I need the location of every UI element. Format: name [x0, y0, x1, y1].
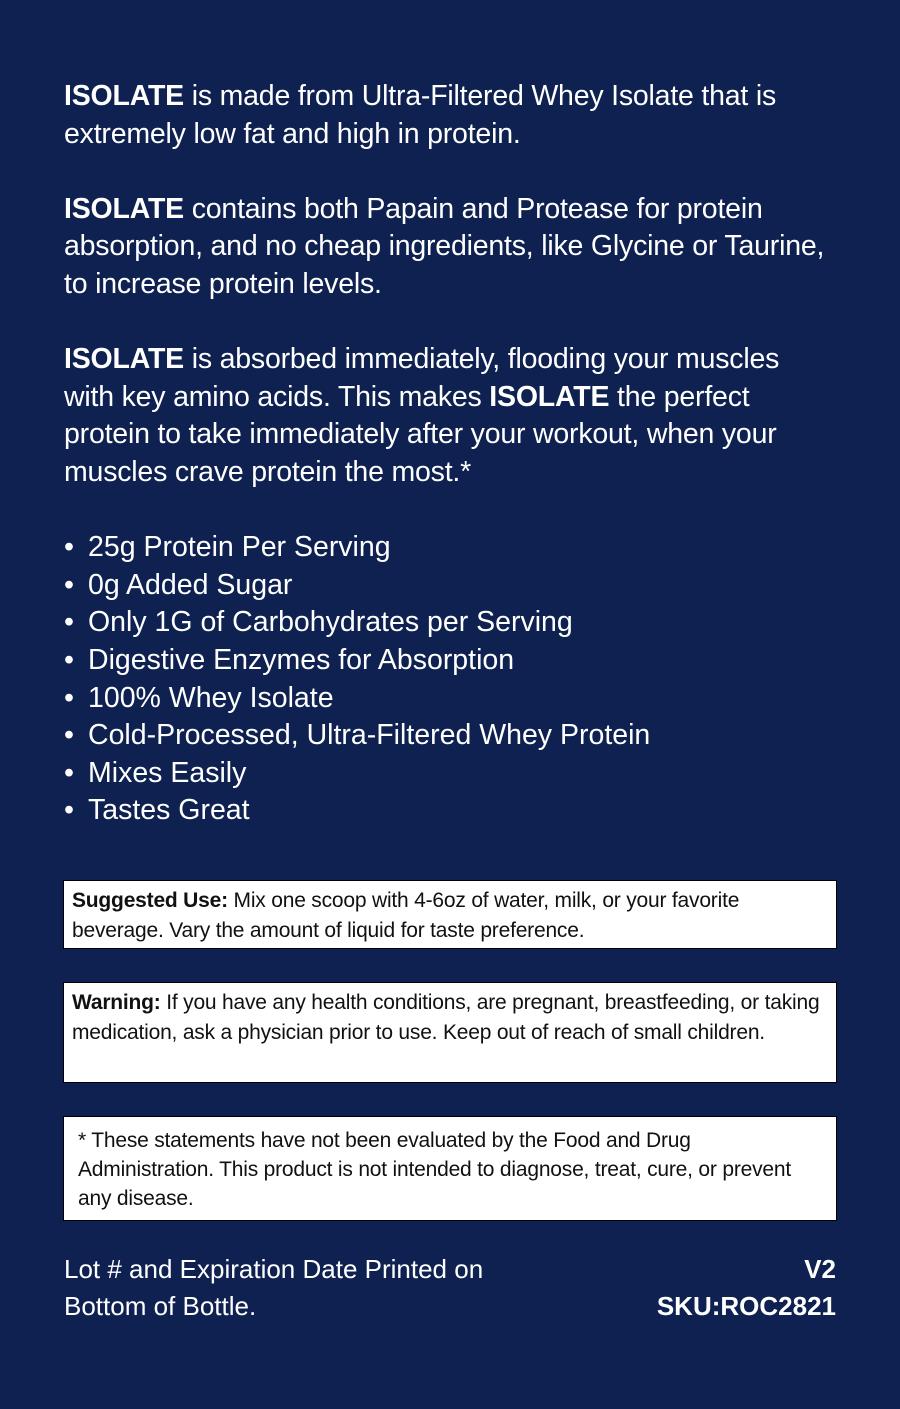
feature-text: 0g Added Sugar: [88, 568, 293, 601]
list-item: [64, 604, 836, 642]
list-item: [64, 567, 836, 605]
feature-text: Mixes Easily: [88, 756, 247, 789]
feature-text: Digestive Enzymes for Absorption: [88, 643, 515, 676]
feature-text: Cold-Processed, Ultra-Filtered Whey Protein: [88, 719, 651, 752]
version-label: V2: [804, 1254, 836, 1284]
lot-note-line-1: Lot # and Expiration Date Printed on: [64, 1254, 484, 1284]
description-paragraph-3: [64, 341, 836, 491]
warning-label: Warning:: [72, 991, 161, 1014]
description-paragraph-1: [64, 78, 836, 153]
list-item: [64, 529, 836, 567]
feature-text: 100% Whey Isolate: [88, 681, 334, 714]
bullet-icon: •: [64, 719, 74, 752]
sku-label: SKU:ROC2821: [656, 1291, 836, 1321]
lot-expiration-note: [64, 1251, 534, 1325]
paragraph-text: contains both Papain and Protease for protein absorption, and no cheap ingredients, like Glycine or Taurine, to increase protein levels.: [64, 192, 825, 300]
disclaimer-text: * These statements have not been evaluated by the Food and Drug Administration. This product is not intended to diagnose, treat, cure, or prevent any disease.: [78, 1129, 791, 1210]
feature-list: [64, 529, 836, 830]
bullet-icon: •: [64, 681, 74, 714]
bullet-icon: •: [64, 756, 74, 789]
product-name-bold: ISOLATE: [489, 380, 610, 413]
bullet-icon: •: [64, 568, 74, 601]
feature-text: Tastes Great: [88, 794, 250, 827]
list-item: [64, 680, 836, 718]
product-name-bold: ISOLATE: [64, 343, 184, 376]
feature-text: Only 1G of Carbohydrates per Serving: [88, 606, 573, 639]
feature-text: 25g Protein Per Serving: [88, 531, 391, 564]
warning-box: [63, 982, 837, 1083]
warning-text: If you have any health conditions, are pregnant, breastfeeding, or taking medication, ask a physician prior to use. Keep out of reach of small children.: [72, 991, 820, 1044]
product-name-bold: ISOLATE: [64, 80, 184, 112]
list-item: [64, 755, 836, 793]
description-paragraph-2: [64, 191, 836, 304]
paragraph-text: is absorbed immediately, flooding your muscles with key amino acids. This makes: [64, 343, 780, 413]
paragraph-text: the perfect protein to take immediately after your workout, when your muscles crave protein the most.*: [64, 380, 777, 488]
suggested-use-box: [63, 880, 837, 949]
list-item: [64, 717, 836, 755]
bullet-icon: •: [64, 643, 74, 676]
suggested-use-text: Mix one scoop with 4-6oz of water, milk, or your favorite beverage. Vary the amount of liquid for taste preference.: [72, 889, 740, 942]
lot-note-line-2: Bottom of Bottle.: [64, 1291, 257, 1321]
list-item: [64, 642, 836, 680]
list-item: [64, 792, 836, 830]
fda-disclaimer-box: [63, 1116, 837, 1221]
product-name-bold: ISOLATE: [64, 192, 184, 225]
suggested-use-label: Suggested Use:: [72, 889, 228, 912]
paragraph-text: is made from Ultra-Filtered Whey Isolate that is extremely low fat and high in protein.: [64, 80, 777, 150]
bullet-icon: •: [64, 606, 74, 639]
bullet-icon: •: [64, 531, 74, 564]
bullet-icon: •: [64, 794, 74, 827]
version-sku-block: [657, 1251, 836, 1325]
